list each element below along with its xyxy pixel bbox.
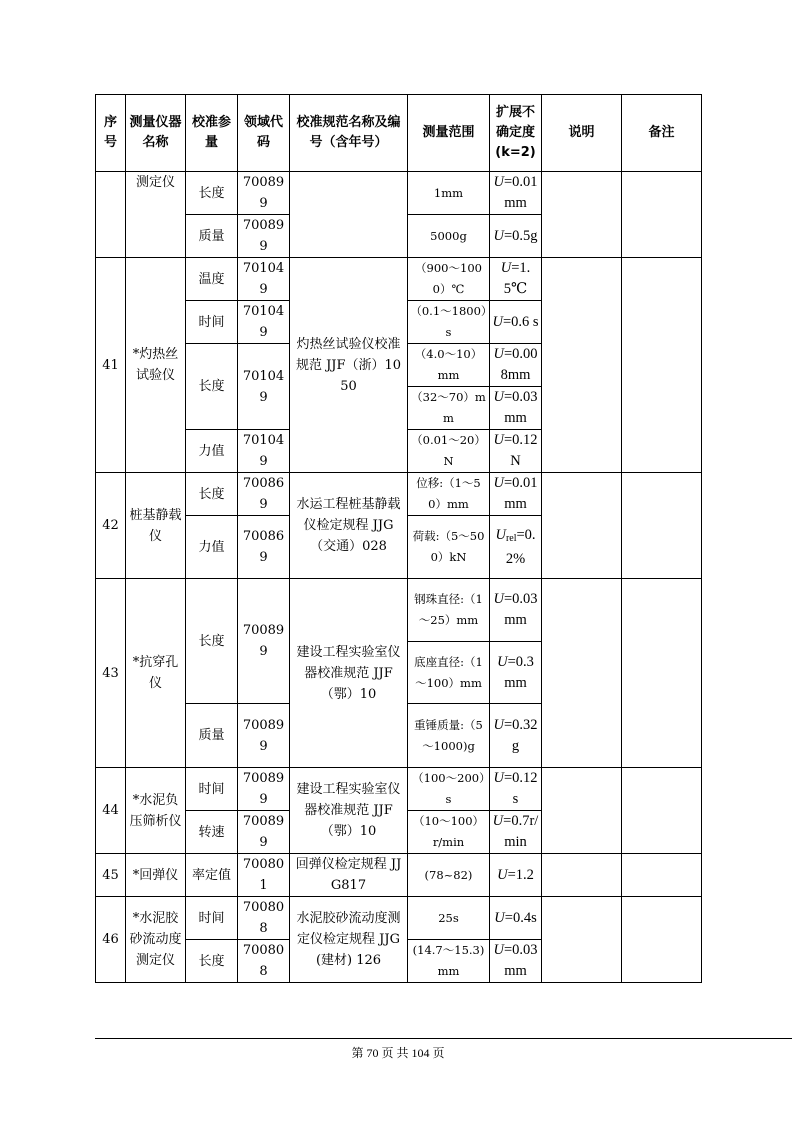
header-range: 测量范围 [408, 95, 490, 172]
cell-seq: 41 [96, 258, 126, 473]
unc-value: =0.4s [504, 909, 537, 926]
unc-value: =0.7r/min [503, 813, 539, 850]
unc-symbol: U [493, 942, 504, 958]
unc-symbol: U [493, 770, 504, 786]
cell-uncertainty [490, 854, 542, 897]
cell-uncertainty [490, 301, 542, 344]
unc-value: =0.6 s [502, 313, 539, 330]
unc-symbol: U [492, 813, 504, 829]
unc-symbol: U [493, 174, 504, 190]
cell-code: 700899 [238, 172, 290, 215]
unc-value: =0.2% [505, 526, 536, 567]
unc-value: =0.03mm [503, 942, 538, 979]
table-row [96, 768, 702, 811]
cell-instrument: *水泥负压筛析仪 [126, 768, 186, 854]
cell-remark [622, 172, 702, 258]
cell-range: （32～70）mm [408, 387, 490, 430]
cell-range: 位移:（1～50）mm [408, 473, 490, 516]
footer-divider [95, 1038, 792, 1039]
cell-spec: 回弹仪检定规程 JJG817 [290, 854, 408, 897]
cell-instrument: *水泥胶砂流动度测定仪 [126, 897, 186, 983]
cell-spec: 水运工程桩基静载仪检定规程 JJG（交通）028 [290, 473, 408, 579]
cell-code: 700899 [238, 579, 290, 704]
cell-spec [290, 172, 408, 258]
cell-code: 700869 [238, 473, 290, 516]
cell-code: 700899 [238, 811, 290, 854]
cell-explanation [542, 473, 622, 579]
cell-uncertainty [490, 258, 542, 301]
page-number: 第 70 页 共 104 页 [351, 1046, 445, 1060]
cell-instrument: *灼热丝试验仪 [126, 258, 186, 473]
cell-parameter: 质量 [186, 704, 238, 768]
cell-explanation [542, 579, 622, 768]
cell-range: (14.7～15.3)mm [408, 940, 490, 983]
cell-range: （100～200）s [408, 768, 490, 811]
cell-parameter: 转速 [186, 811, 238, 854]
calibration-table [95, 94, 702, 983]
cell-remark [622, 473, 702, 579]
cell-uncertainty [490, 579, 542, 642]
cell-uncertainty [490, 811, 542, 854]
unc-value: =0.008mm [500, 346, 538, 383]
cell-explanation [542, 768, 622, 854]
unc-symbol: U [493, 716, 504, 733]
unc-symbol: U [493, 432, 504, 448]
unc-value: =0.03mm [503, 591, 538, 628]
cell-parameter: 时间 [186, 768, 238, 811]
cell-code: 700808 [238, 940, 290, 983]
header-spec: 校准规范名称及编号（含年号） [290, 95, 408, 172]
cell-code: 701049 [238, 258, 290, 301]
cell-code: 700899 [238, 704, 290, 768]
unc-symbol: U [493, 227, 504, 244]
cell-uncertainty [490, 215, 542, 258]
cell-remark [622, 579, 702, 768]
cell-code: 700801 [238, 854, 290, 897]
cell-uncertainty [490, 897, 542, 940]
header-code: 领域代码 [238, 95, 290, 172]
header-parameter: 校准参量 [186, 95, 238, 172]
cell-range: 荷载:（5～500）kN [408, 516, 490, 579]
table-row [96, 854, 702, 897]
unc-symbol: U [494, 909, 505, 926]
header-row [96, 95, 702, 172]
cell-code: 700899 [238, 768, 290, 811]
cell-range: （0.1～1800）s [408, 301, 490, 344]
cell-uncertainty [490, 940, 542, 983]
header-explanation: 说明 [542, 95, 622, 172]
cell-code: 701049 [238, 430, 290, 473]
unc-subscript: rel [505, 532, 517, 544]
cell-uncertainty [490, 430, 542, 473]
cell-code: 700869 [238, 516, 290, 579]
unc-symbol: U [495, 526, 506, 543]
cell-explanation [542, 258, 622, 473]
unc-value: =0.03mm [503, 389, 538, 426]
cell-seq: 45 [96, 854, 126, 897]
cell-parameter: 长度 [186, 344, 238, 430]
cell-parameter: 质量 [186, 215, 238, 258]
unc-symbol: U [500, 260, 512, 276]
cell-range: 底座直径:（1～100）mm [408, 642, 490, 704]
cell-seq: 46 [96, 897, 126, 983]
cell-remark [622, 768, 702, 854]
header-instrument: 测量仪器名称 [126, 95, 186, 172]
unc-symbol: U [497, 653, 508, 670]
cell-parameter: 力值 [186, 516, 238, 579]
cell-range: 重锤质量:（5～1000)g [408, 704, 490, 768]
cell-explanation [542, 897, 622, 983]
cell-uncertainty [490, 768, 542, 811]
cell-spec: 灼热丝试验仪校准规范 JJF（浙）1050 [290, 258, 408, 473]
unc-value: =1.2 [507, 866, 534, 883]
cell-range: （900～1000）℃ [408, 258, 490, 301]
unc-symbol: U [493, 591, 504, 607]
cell-instrument: *回弹仪 [126, 854, 186, 897]
cell-range: 钢珠直径:（1～25）mm [408, 579, 490, 642]
cell-spec: 建设工程实验室仪器校准规范 JJF（鄂）10 [290, 579, 408, 768]
cell-spec: 水泥胶砂流动度测定仪检定规程 JJG(建材) 126 [290, 897, 408, 983]
cell-explanation [542, 172, 622, 258]
cell-instrument: 桩基静载仪 [126, 473, 186, 579]
cell-range: 1mm [408, 172, 490, 215]
cell-code: 700899 [238, 215, 290, 258]
cell-code: 700808 [238, 897, 290, 940]
unc-value: =1.5℃ [503, 260, 531, 297]
cell-parameter: 长度 [186, 473, 238, 516]
cell-range: 25s [408, 897, 490, 940]
cell-code: 701049 [238, 344, 290, 430]
unc-value: =0.01mm [503, 475, 538, 512]
cell-parameter: 长度 [186, 172, 238, 215]
cell-range: 5000g [408, 215, 490, 258]
cell-uncertainty [490, 387, 542, 430]
cell-parameter: 长度 [186, 579, 238, 704]
cell-parameter: 时间 [186, 301, 238, 344]
cell-seq [96, 172, 126, 258]
cell-range: （10～100）r/min [408, 811, 490, 854]
unc-symbol: U [493, 475, 504, 491]
cell-parameter: 力值 [186, 430, 238, 473]
header-uncertainty: 扩展不确定度(k=2) [490, 95, 542, 172]
cell-remark [622, 854, 702, 897]
unc-value: =0.32g [503, 716, 538, 754]
cell-instrument: *抗穿孔仪 [126, 579, 186, 768]
unc-value: =0.01mm [503, 174, 538, 211]
cell-uncertainty [490, 704, 542, 768]
unc-value: =0.3mm [504, 653, 534, 691]
cell-uncertainty [490, 172, 542, 215]
cell-parameter: 时间 [186, 897, 238, 940]
cell-uncertainty [490, 473, 542, 516]
cell-range: (78~82) [408, 854, 490, 897]
unc-symbol: U [497, 866, 508, 883]
cell-parameter: 温度 [186, 258, 238, 301]
unc-symbol: U [492, 313, 503, 330]
cell-remark [622, 897, 702, 983]
table-row [96, 172, 702, 215]
table-row [96, 897, 702, 940]
cell-seq: 43 [96, 579, 126, 768]
cell-range: （0.01～20）N [408, 430, 490, 473]
cell-seq: 42 [96, 473, 126, 579]
cell-explanation [542, 854, 622, 897]
cell-seq: 44 [96, 768, 126, 854]
cell-parameter: 率定值 [186, 854, 238, 897]
unc-symbol: U [493, 389, 504, 405]
table-row [96, 258, 702, 301]
unc-value: =0.12s [503, 770, 538, 807]
cell-parameter: 长度 [186, 940, 238, 983]
cell-uncertainty [490, 642, 542, 704]
header-remark: 备注 [622, 95, 702, 172]
unc-value: =0.12N [503, 432, 538, 469]
unc-value: =0.5g [503, 227, 538, 244]
cell-range: （4.0～10）mm [408, 344, 490, 387]
table-row [96, 579, 702, 642]
cell-remark [622, 258, 702, 473]
header-seq: 序号 [96, 95, 126, 172]
cell-uncertainty [490, 344, 542, 387]
cell-code: 701049 [238, 301, 290, 344]
cell-instrument: 测定仪 [126, 172, 186, 258]
cell-spec: 建设工程实验室仪器校准规范 JJF（鄂）10 [290, 768, 408, 854]
unc-symbol: U [493, 346, 504, 362]
cell-uncertainty [490, 516, 542, 579]
table-row [96, 473, 702, 516]
